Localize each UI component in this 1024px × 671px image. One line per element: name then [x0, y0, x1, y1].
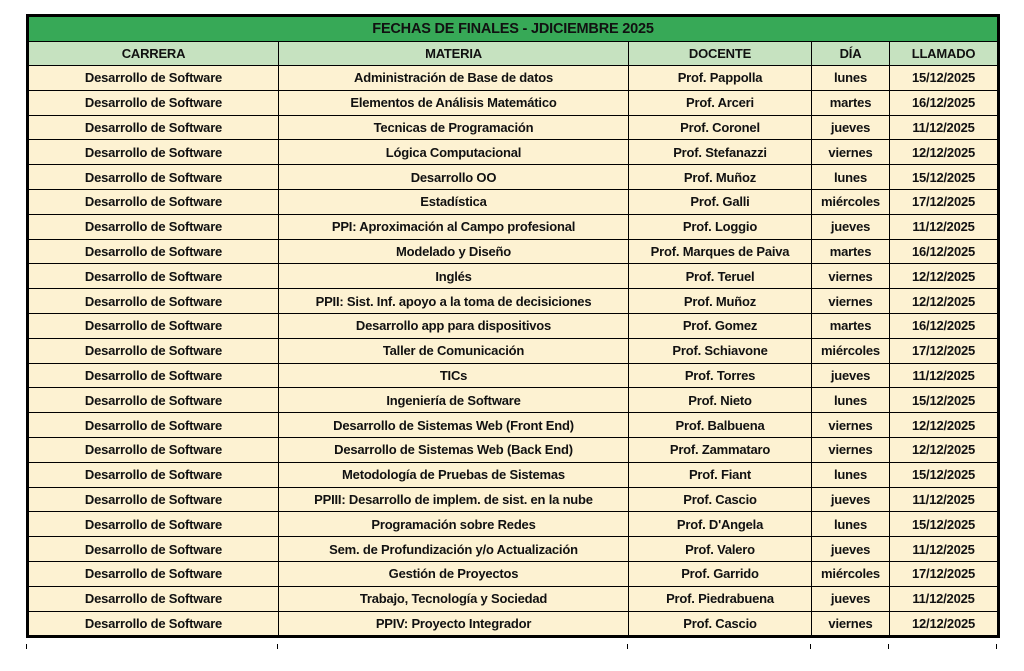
cell-materia: Desarrollo OO [279, 165, 629, 190]
cell-llamado: 12/12/2025 [890, 140, 999, 165]
cell-materia: PPIII: Desarrollo de implem. de sist. en la nube [279, 487, 629, 512]
cell-di-a: jueves [812, 115, 890, 140]
cell-di-a: lunes [812, 462, 890, 487]
cell-materia: Estadística [279, 189, 629, 214]
cell-llamado: 15/12/2025 [890, 462, 999, 487]
cell-llamado: 15/12/2025 [890, 66, 999, 91]
table-row [28, 115, 999, 140]
title-row [28, 16, 999, 42]
cell-carrera: Desarrollo de Software [28, 487, 279, 512]
cell-docente: Prof. Loggio [629, 214, 812, 239]
column-header-materia: MATERIA [279, 42, 629, 66]
cell-docente: Prof. Marques de Paiva [629, 239, 812, 264]
cell-docente: Prof. Cascio [629, 611, 812, 637]
cell-materia: Administración de Base de datos [279, 66, 629, 91]
table-row [28, 462, 999, 487]
table-row [28, 264, 999, 289]
table-row [28, 363, 999, 388]
cell-di-a: martes [812, 239, 890, 264]
cell-di-a: viernes [812, 611, 890, 637]
cell-llamado: 11/12/2025 [890, 487, 999, 512]
table-row [28, 413, 999, 438]
cell-docente: Prof. Gomez [629, 313, 812, 338]
table-row [28, 561, 999, 586]
cell-docente: Prof. Teruel [629, 264, 812, 289]
cell-di-a: jueves [812, 487, 890, 512]
cell-di-a: jueves [812, 586, 890, 611]
table-row [28, 165, 999, 190]
cell-carrera: Desarrollo de Software [28, 611, 279, 637]
cell-docente: Prof. Coronel [629, 115, 812, 140]
cell-materia: Programación sobre Redes [279, 512, 629, 537]
cell-di-a: viernes [812, 140, 890, 165]
cell-di-a: viernes [812, 413, 890, 438]
cell-docente: Prof. Cascio [629, 487, 812, 512]
cell-di-a: viernes [812, 289, 890, 314]
cell-di-a: martes [812, 90, 890, 115]
column-header-di-a: DÍA [812, 42, 890, 66]
cell-carrera: Desarrollo de Software [28, 239, 279, 264]
table-title: FECHAS DE FINALES - JDICIEMBRE 2025 [28, 16, 999, 42]
cell-carrera: Desarrollo de Software [28, 537, 279, 562]
column-header-row [28, 42, 999, 66]
cell-materia: Desarrollo app para dispositivos [279, 313, 629, 338]
cell-llamado: 11/12/2025 [890, 214, 999, 239]
cell-carrera: Desarrollo de Software [28, 512, 279, 537]
cell-materia: Sem. de Profundización y/o Actualización [279, 537, 629, 562]
cell-llamado: 15/12/2025 [890, 512, 999, 537]
table-row [28, 66, 999, 91]
cell-carrera: Desarrollo de Software [28, 264, 279, 289]
column-header-carrera: CARRERA [28, 42, 279, 66]
cell-di-a: lunes [812, 388, 890, 413]
cell-docente: Prof. Pappolla [629, 66, 812, 91]
cell-llamado: 11/12/2025 [890, 363, 999, 388]
cell-materia: TICs [279, 363, 629, 388]
cell-carrera: Desarrollo de Software [28, 586, 279, 611]
cell-carrera: Desarrollo de Software [28, 437, 279, 462]
cell-carrera: Desarrollo de Software [28, 214, 279, 239]
cell-llamado: 11/12/2025 [890, 537, 999, 562]
cell-carrera: Desarrollo de Software [28, 90, 279, 115]
cell-llamado: 12/12/2025 [890, 264, 999, 289]
cell-di-a: lunes [812, 165, 890, 190]
cell-materia: Modelado y Diseño [279, 239, 629, 264]
cell-materia: Taller de Comunicación [279, 338, 629, 363]
cell-di-a: jueves [812, 214, 890, 239]
cell-carrera: Desarrollo de Software [28, 289, 279, 314]
cell-di-a: miércoles [812, 561, 890, 586]
table-row [28, 611, 999, 637]
table-row [28, 537, 999, 562]
cell-llamado: 16/12/2025 [890, 239, 999, 264]
table-row [28, 512, 999, 537]
cell-llamado: 17/12/2025 [890, 338, 999, 363]
table-row [28, 189, 999, 214]
cutoff-next-row [26, 644, 997, 649]
cell-di-a: viernes [812, 264, 890, 289]
cell-docente: Prof. Balbuena [629, 413, 812, 438]
cell-llamado: 12/12/2025 [890, 289, 999, 314]
finals-table [26, 14, 1000, 638]
table-row [28, 338, 999, 363]
cell-docente: Prof. Galli [629, 189, 812, 214]
cell-materia: Ingeniería de Software [279, 388, 629, 413]
cell-di-a: lunes [812, 66, 890, 91]
table-row [28, 388, 999, 413]
cell-docente: Prof. Arceri [629, 90, 812, 115]
cell-docente: Prof. Fiant [629, 462, 812, 487]
cutoff-cell [627, 644, 810, 649]
cell-carrera: Desarrollo de Software [28, 338, 279, 363]
cell-llamado: 12/12/2025 [890, 413, 999, 438]
cutoff-cell [26, 644, 277, 649]
cell-carrera: Desarrollo de Software [28, 313, 279, 338]
cell-di-a: miércoles [812, 338, 890, 363]
cell-llamado: 16/12/2025 [890, 90, 999, 115]
cell-materia: Inglés [279, 264, 629, 289]
table-row [28, 586, 999, 611]
table-row [28, 289, 999, 314]
cell-di-a: jueves [812, 363, 890, 388]
cell-docente: Prof. Piedrabuena [629, 586, 812, 611]
column-header-docente: DOCENTE [629, 42, 812, 66]
cell-carrera: Desarrollo de Software [28, 413, 279, 438]
cell-materia: PPII: Sist. Inf. apoyo a la toma de decisiciones [279, 289, 629, 314]
cell-llamado: 12/12/2025 [890, 611, 999, 637]
cell-di-a: jueves [812, 537, 890, 562]
table-row [28, 214, 999, 239]
cell-di-a: viernes [812, 437, 890, 462]
cell-carrera: Desarrollo de Software [28, 140, 279, 165]
cell-di-a: martes [812, 313, 890, 338]
cell-carrera: Desarrollo de Software [28, 115, 279, 140]
cell-docente: Prof. Nieto [629, 388, 812, 413]
cell-llamado: 11/12/2025 [890, 115, 999, 140]
cell-llamado: 16/12/2025 [890, 313, 999, 338]
cell-carrera: Desarrollo de Software [28, 462, 279, 487]
cell-docente: Prof. D'Angela [629, 512, 812, 537]
cell-docente: Prof. Muñoz [629, 289, 812, 314]
cell-materia: Trabajo, Tecnología y Sociedad [279, 586, 629, 611]
cell-docente: Prof. Schiavone [629, 338, 812, 363]
table-row [28, 437, 999, 462]
cell-docente: Prof. Valero [629, 537, 812, 562]
cell-materia: Gestión de Proyectos [279, 561, 629, 586]
cutoff-cell [277, 644, 627, 649]
cell-llamado: 15/12/2025 [890, 388, 999, 413]
cell-di-a: lunes [812, 512, 890, 537]
cell-llamado: 12/12/2025 [890, 437, 999, 462]
table-row [28, 140, 999, 165]
cell-materia: Tecnicas de Programación [279, 115, 629, 140]
cell-carrera: Desarrollo de Software [28, 66, 279, 91]
table-row [28, 90, 999, 115]
cell-llamado: 11/12/2025 [890, 586, 999, 611]
cell-docente: Prof. Zammataro [629, 437, 812, 462]
cell-di-a: miércoles [812, 189, 890, 214]
cell-llamado: 17/12/2025 [890, 561, 999, 586]
table-row [28, 239, 999, 264]
column-header-llamado: LLAMADO [890, 42, 999, 66]
cell-materia: Lógica Computacional [279, 140, 629, 165]
table-row [28, 313, 999, 338]
cutoff-cell [810, 644, 888, 649]
cell-carrera: Desarrollo de Software [28, 189, 279, 214]
cell-carrera: Desarrollo de Software [28, 561, 279, 586]
table-row [28, 487, 999, 512]
cell-llamado: 15/12/2025 [890, 165, 999, 190]
cell-llamado: 17/12/2025 [890, 189, 999, 214]
cell-materia: Metodología de Pruebas de Sistemas [279, 462, 629, 487]
cell-materia: Desarrollo de Sistemas Web (Back End) [279, 437, 629, 462]
cell-docente: Prof. Stefanazzi [629, 140, 812, 165]
cell-materia: PPIV: Proyecto Integrador [279, 611, 629, 637]
cell-materia: PPI: Aproximación al Campo profesional [279, 214, 629, 239]
cell-docente: Prof. Muñoz [629, 165, 812, 190]
cell-docente: Prof. Torres [629, 363, 812, 388]
cell-materia: Elementos de Análisis Matemático [279, 90, 629, 115]
finals-table-wrap [26, 14, 997, 638]
cell-materia: Desarrollo de Sistemas Web (Front End) [279, 413, 629, 438]
cell-carrera: Desarrollo de Software [28, 388, 279, 413]
cell-carrera: Desarrollo de Software [28, 363, 279, 388]
cell-docente: Prof. Garrido [629, 561, 812, 586]
cutoff-cell [888, 644, 997, 649]
cell-carrera: Desarrollo de Software [28, 165, 279, 190]
